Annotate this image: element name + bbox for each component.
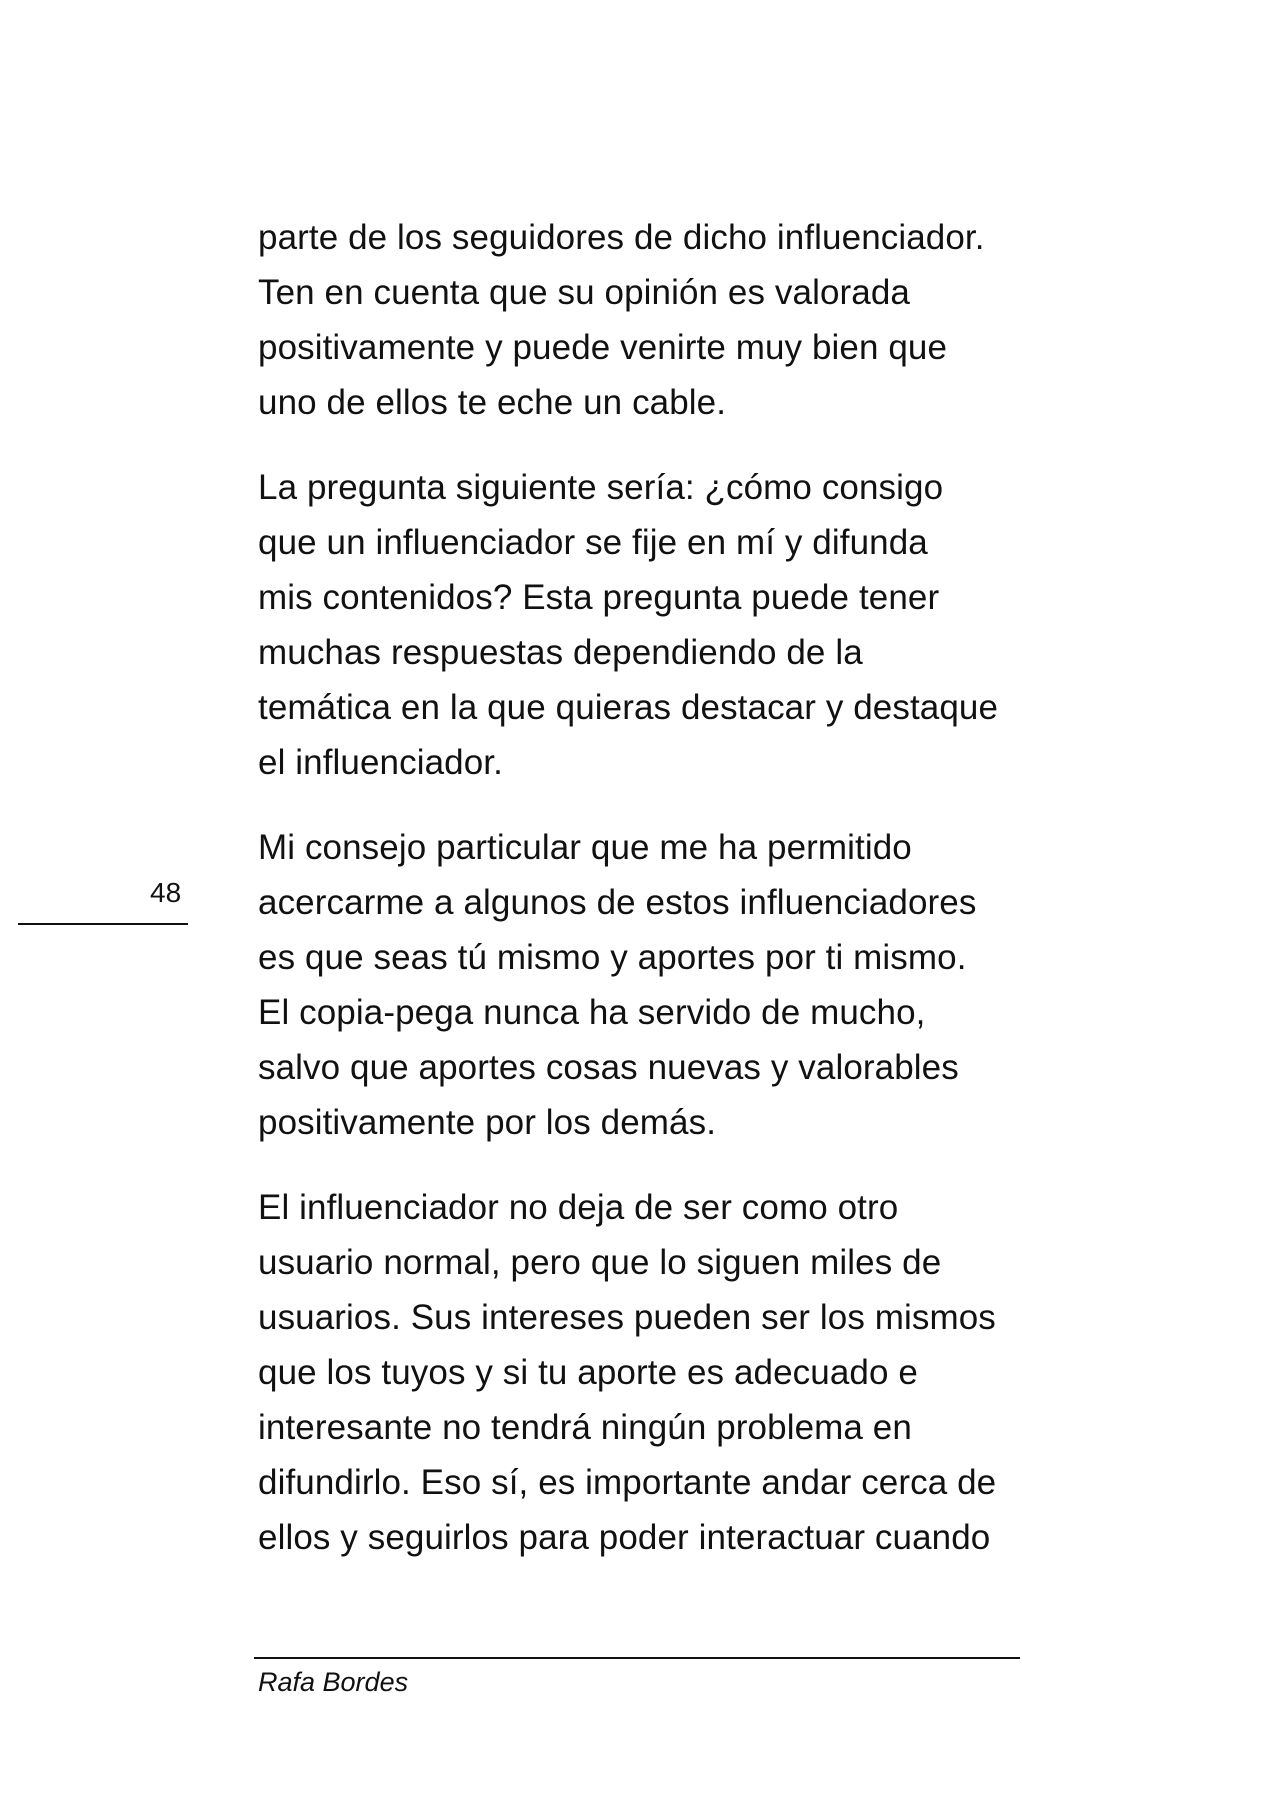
footer-divider [254, 1657, 1020, 1659]
text-line: usuario normal, pero que lo siguen miles de [258, 1243, 942, 1282]
body-text [258, 210, 1038, 1595]
text-line: interesante no tendrá ningún problema en [258, 1408, 912, 1447]
text-line: El copia-pega nunca ha servido de mucho, [258, 993, 926, 1032]
text-line: uno de ellos te eche un cable. [258, 383, 727, 422]
footer-author: Rafa Bordes [258, 1667, 409, 1697]
text-line: el influenciador. [258, 743, 503, 782]
text-line: positivamente por los demás. [258, 1103, 717, 1142]
text-line: La pregunta siguiente sería: ¿cómo consigo [258, 468, 944, 507]
text-line: difundirlo. Eso sí, es importante andar cerca de [258, 1463, 997, 1502]
text-line: salvo que aportes cosas nuevas y valorables [258, 1048, 959, 1087]
text-line: es que seas tú mismo y aportes por ti mismo. [258, 938, 967, 977]
text-line: usuarios. Sus intereses pueden ser los mismos [258, 1298, 996, 1337]
text-line: temática en la que quieras destacar y destaque [258, 688, 999, 727]
text-line: parte de los seguidores de dicho influenciador. [258, 218, 985, 257]
text-line: positivamente y puede venirte muy bien que [258, 328, 948, 367]
text-line: El influenciador no deja de ser como otro [258, 1188, 899, 1227]
page-number-divider [18, 923, 188, 925]
text-line: que un influenciador se fije en mí y difunda [258, 523, 928, 562]
text-line: acercarme a algunos de estos influenciadores [258, 883, 977, 922]
paragraph-3 [258, 820, 1038, 1150]
text-line: muchas respuestas dependiendo de la [258, 633, 863, 672]
page-number: 48 [150, 877, 182, 908]
text-line: mis contenidos? Esta pregunta puede tener [258, 578, 940, 617]
text-line: Ten en cuenta que su opinión es valorada [258, 273, 910, 312]
text-line: Mi consejo particular que me ha permitido [258, 828, 912, 867]
paragraph-4 [258, 1180, 1038, 1565]
paragraph-1 [258, 210, 1038, 430]
text-line: que los tuyos y si tu aporte es adecuado e [258, 1353, 918, 1392]
text-line: ellos y seguirlos para poder interactuar cuando [258, 1518, 991, 1557]
paragraph-2 [258, 460, 1038, 790]
